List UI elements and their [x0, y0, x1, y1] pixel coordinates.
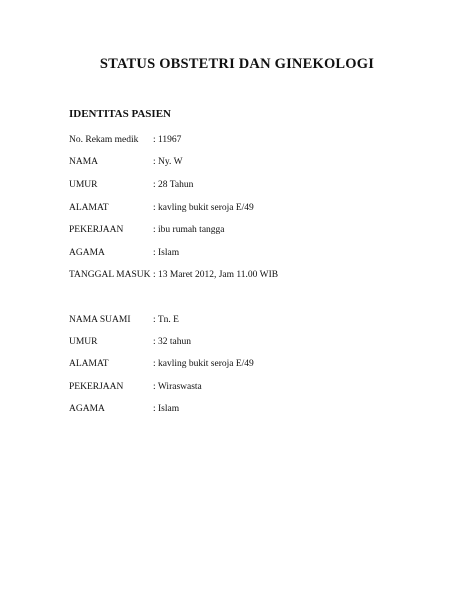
- field-label: NAMA SUAMI: [69, 315, 131, 325]
- field-value: : Tn. E: [153, 315, 179, 325]
- field-value: : 13 Maret 2012, Jam 11.00 WIB: [153, 270, 279, 280]
- field-label: PEKERJAAN: [69, 225, 124, 235]
- field-value: : 32 tahun: [153, 337, 191, 347]
- field-value: : Islam: [153, 404, 180, 414]
- field-label: AGAMA: [69, 404, 105, 414]
- field-value: : Wiraswasta: [153, 382, 202, 392]
- field-label: UMUR: [69, 337, 98, 347]
- field-value: : 11967: [153, 135, 182, 145]
- field-label: PEKERJAAN: [69, 382, 124, 392]
- field-value: : kavling bukit seroja E/49: [153, 359, 254, 369]
- field-label: UMUR: [69, 180, 98, 190]
- field-value: : 28 Tahun: [153, 180, 194, 190]
- field-label: ALAMAT: [69, 203, 109, 213]
- field-value: : Islam: [153, 248, 180, 258]
- field-value: : kavling bukit seroja E/49: [153, 203, 254, 213]
- field-label: ALAMAT: [69, 359, 109, 369]
- field-label: TANGGAL MASUK: [69, 270, 151, 280]
- field-value: : ibu rumah tangga: [153, 225, 225, 235]
- field-label: No. Rekam medik: [69, 135, 139, 145]
- field-value: : Ny. W: [153, 157, 183, 167]
- field-label: AGAMA: [69, 248, 105, 258]
- field-label: NAMA: [69, 157, 99, 167]
- document-title: STATUS OBSTETRI DAN GINEKOLOGI: [99, 56, 375, 72]
- section-heading-identitas-pasien: IDENTITAS PASIEN: [69, 108, 171, 120]
